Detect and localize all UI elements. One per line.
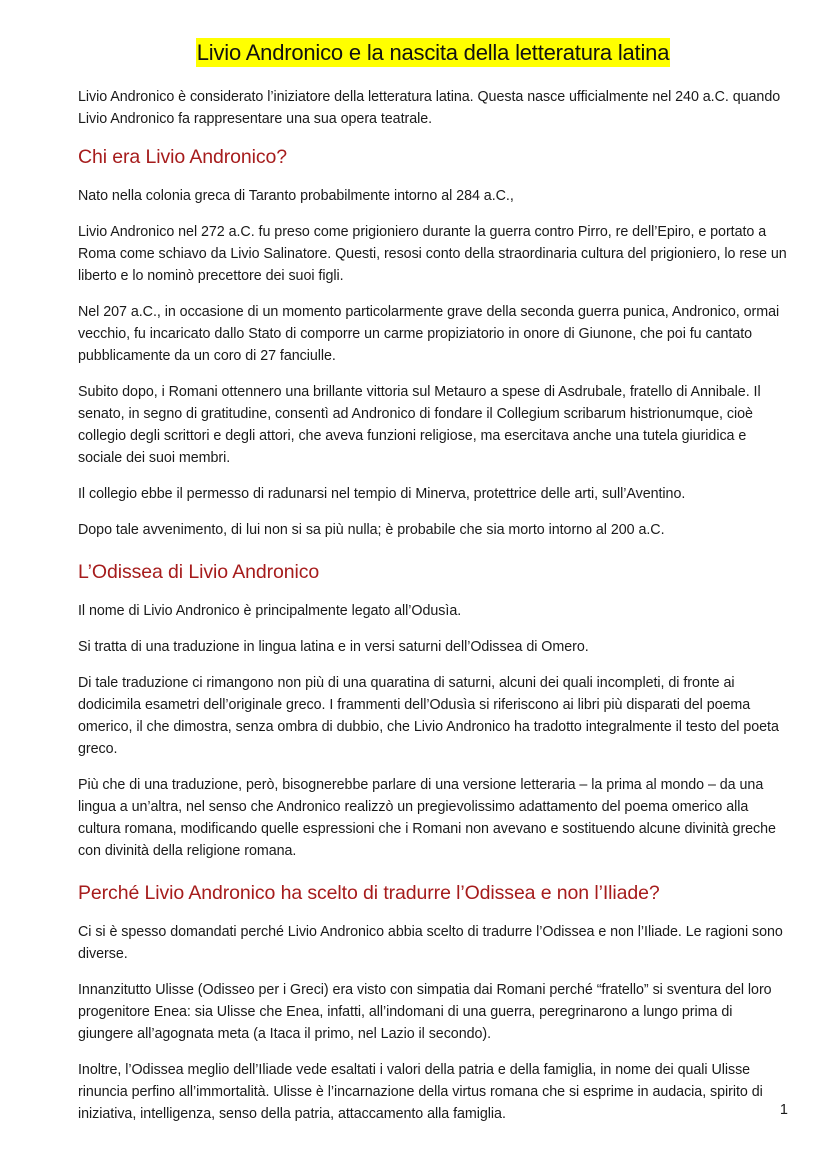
- section-heading-chi-era: Chi era Livio Andronico?: [78, 146, 287, 168]
- paragraph: Inoltre, l’Odissea meglio dell’Iliade vede esaltati i valori della patria e della famiglia, in nome dei quali Ulisse rinuncia perfino all’immortalità. Ulisse è l’incarnazione della virtus romana che si esprime in audacia, spirito di iniziativa, intelligenza, senso della patria, attaccamento alla famiglia.: [78, 1062, 763, 1122]
- title-container: [78, 38, 788, 67]
- paragraph: Di tale traduzione ci rimangono non più di una quaratina di saturni, alcuni dei quali incompleti, di fronte ai dodicimila esametri dell’originale greco. I frammenti dell’Odusìa si riferiscono ai libri più disparati del poema omerico, il che dimostra, senza ombra di dubbio, che Livio Andronico ha tradotto integralmente il testo del poeta greco.: [78, 675, 779, 757]
- paragraph: Si tratta di una traduzione in lingua latina e in versi saturni dell’Odissea di Omero.: [78, 639, 589, 655]
- paragraph: Più che di una traduzione, però, bisognerebbe parlare di una versione letteraria – la prima al mondo – da una lingua a un’altra, nel senso che Andronico realizzò un pregievolissimo adattamento del poema omerico alla cultura romana, modificando quelle espressioni che i Romani non avevano e sostituendo alcune divinità greche con divinità della religione romana.: [78, 777, 776, 859]
- document-page: [78, 38, 788, 1139]
- paragraph: Livio Andronico nel 272 a.C. fu preso come prigioniero durante la guerra contro Pirro, re dell’Epiro, e portato a Roma come schiavo da Livio Salinatore. Questi, resosi conto della straordinaria cultura del prigioniero, lo rese un liberto e lo nominò precettore dei suoi figli.: [78, 224, 787, 284]
- paragraph: Dopo tale avvenimento, di lui non si sa più nulla; è probabile che sia morto intorno al 200 a.C.: [78, 522, 665, 538]
- page-number: 1: [779, 1102, 788, 1118]
- document-title: Livio Andronico e la nascita della letteratura latina: [196, 40, 670, 65]
- paragraph: Ci si è spesso domandati perché Livio Andronico abbia scelto di tradurre l’Odissea e non l’Iliade. Le ragioni sono diverse.: [78, 924, 783, 962]
- section-heading-perche: Perché Livio Andronico ha scelto di tradurre l’Odissea e non l’Iliade?: [78, 882, 660, 904]
- paragraph: Subito dopo, i Romani ottennero una brillante vittoria sul Metauro a spese di Asdrubale, fratello di Annibale. Il senato, in segno di gratitudine, consentì ad Andronico di fondare il Collegium scribarum histrionumque, cioè collegio degli scrittori e degli attori, che aveva funzioni religiose, ma esercitava anche una tutela giuridica e sociale dei suoi membri.: [78, 384, 761, 466]
- section-heading-odissea: L’Odissea di Livio Andronico: [78, 561, 320, 583]
- paragraph: Il collegio ebbe il permesso di radunarsi nel tempio di Minerva, protettrice delle arti, sull’Aventino.: [78, 486, 686, 502]
- paragraph: Innanzitutto Ulisse (Odisseo per i Greci) era visto con simpatia dai Romani perché “fratello” si sventura del loro progenitore Enea: sia Ulisse che Enea, infatti, all’indomani di una guerra, peregrinarono a lungo prima di giungere all’agognata meta (a Itaca il primo, nel Lazio il secondo).: [78, 982, 772, 1042]
- paragraph: Nel 207 a.C., in occasione di un momento particolarmente grave della seconda guerra punica, Andronico, ormai vecchio, fu incaricato dallo Stato di comporre un carme propiziatorio in onore di Giunone, che poi fu cantato pubblicamente da un coro di 27 fanciulle.: [78, 304, 780, 364]
- paragraph: Nato nella colonia greca di Taranto probabilmente intorno al 284 a.C.,: [78, 188, 514, 204]
- intro-paragraph: Livio Andronico è considerato l’iniziatore della letteratura latina. Questa nasce ufficialmente nel 240 a.C. quando Livio Andronico fa rappresentare una sua opera teatrale.: [78, 89, 781, 127]
- paragraph: Il nome di Livio Andronico è principalmente legato all’Odusìa.: [78, 603, 462, 619]
